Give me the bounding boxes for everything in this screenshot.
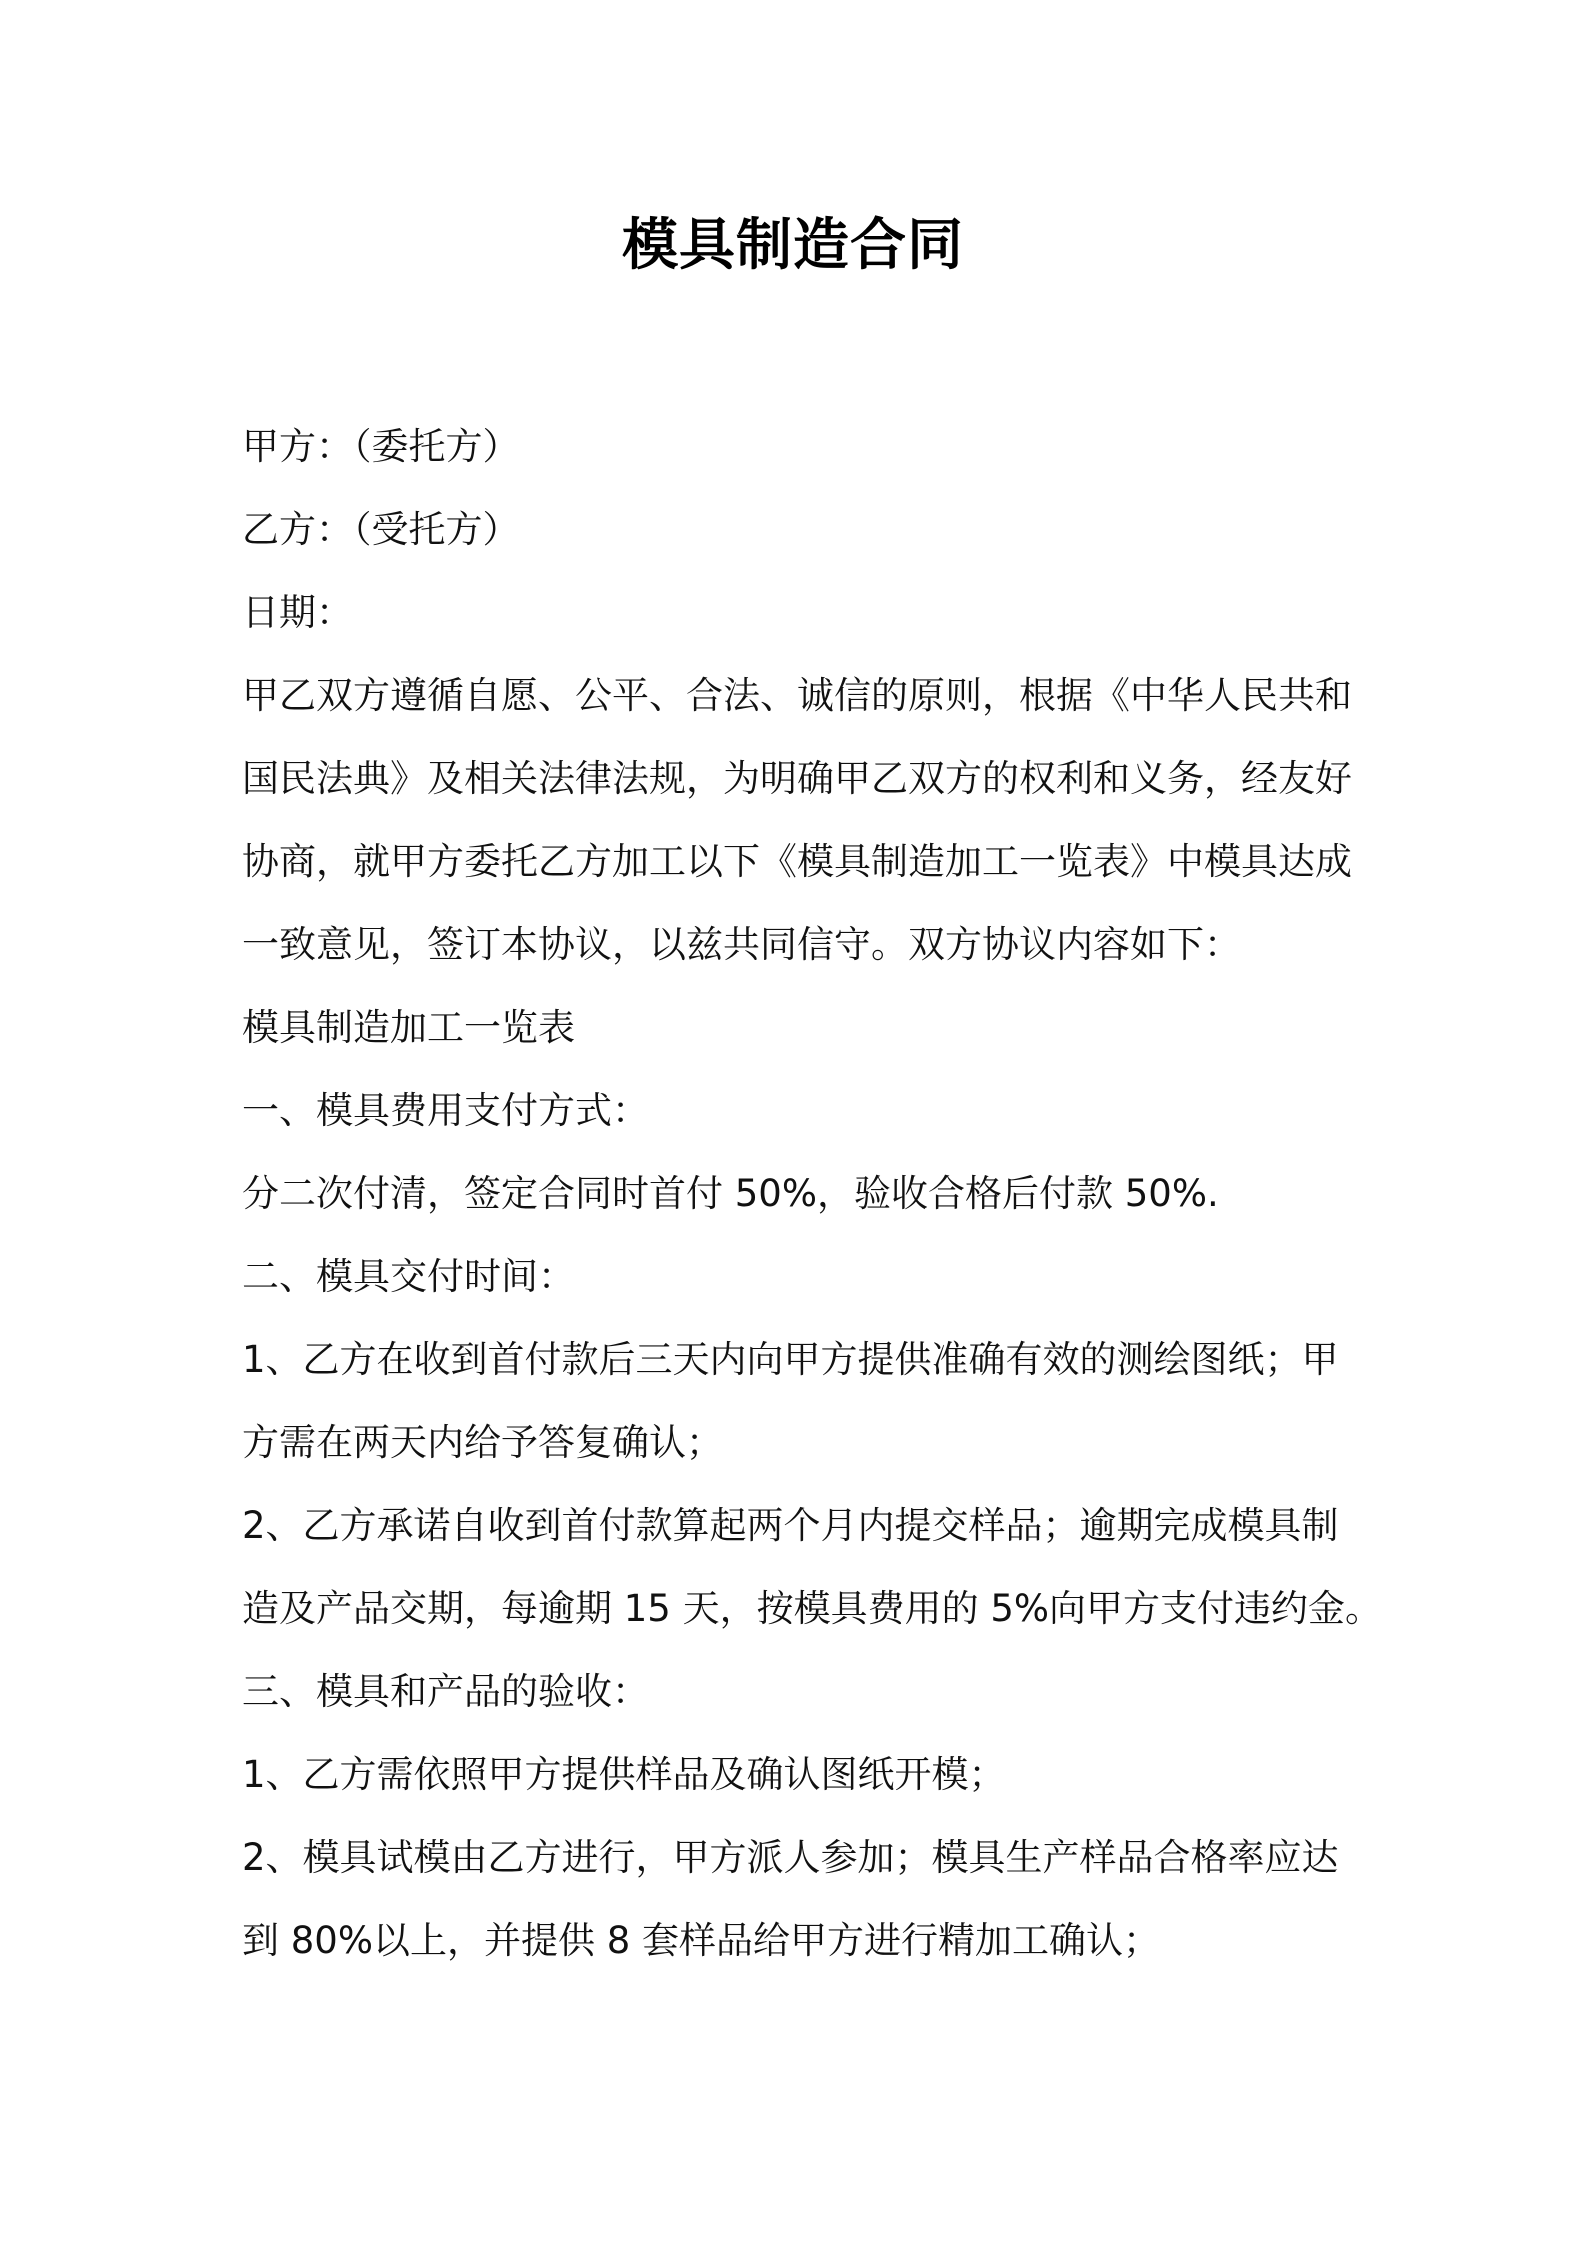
date-line: 日期： [242,591,353,634]
clause-line: 2、模具试模由乙方进行，甲方派人参加；模具生产样品合格率应达 [242,1836,1339,1879]
section-heading: 三、模具和产品的验收： [242,1670,649,1713]
clause-line: 1、乙方需依照甲方提供样品及确认图纸开模； [242,1753,1006,1796]
preamble-line: 国民法典》及相关法律法规，为明确甲乙双方的权利和义务，经友好 [242,757,1352,800]
clause-line: 2、乙方承诺自收到首付款算起两个月内提交样品；逾期完成模具制 [242,1504,1339,1547]
document-title: 模具制造合同 [622,213,964,278]
party-a-line: 甲方：（委托方） [242,425,520,468]
clause-line: 方需在两天内给予答复确认； [242,1421,723,1464]
clause-line: 到 80%以上，并提供 8 套样品给甲方进行精加工确认； [242,1919,1161,1962]
party-b-line: 乙方：（受托方） [242,508,520,551]
section-heading: 一、模具费用支付方式： [242,1089,649,1132]
clause-line: 1、乙方在收到首付款后三天内向甲方提供准确有效的测绘图纸；甲 [242,1338,1339,1381]
preamble-line: 协商，就甲方委托乙方加工以下《模具制造加工一览表》中模具达成 [242,840,1352,883]
preamble-line: 甲乙双方遵循自愿、公平、合法、诚信的原则，根据《中华人民共和 [242,674,1352,717]
payment-terms-line: 分二次付清，签定合同时首付 50%，验收合格后付款 50%. [242,1172,1219,1215]
document-body [242,405,1383,1982]
table-reference-line: 模具制造加工一览表 [242,1006,575,1049]
section-heading: 二、模具交付时间： [242,1255,575,1298]
preamble-line: 一致意见，签订本协议，以兹共同信守。双方协议内容如下： [242,923,1241,966]
clause-line: 造及产品交期，每逾期 15 天，按模具费用的 5%向甲方支付违约金。 [242,1587,1383,1630]
